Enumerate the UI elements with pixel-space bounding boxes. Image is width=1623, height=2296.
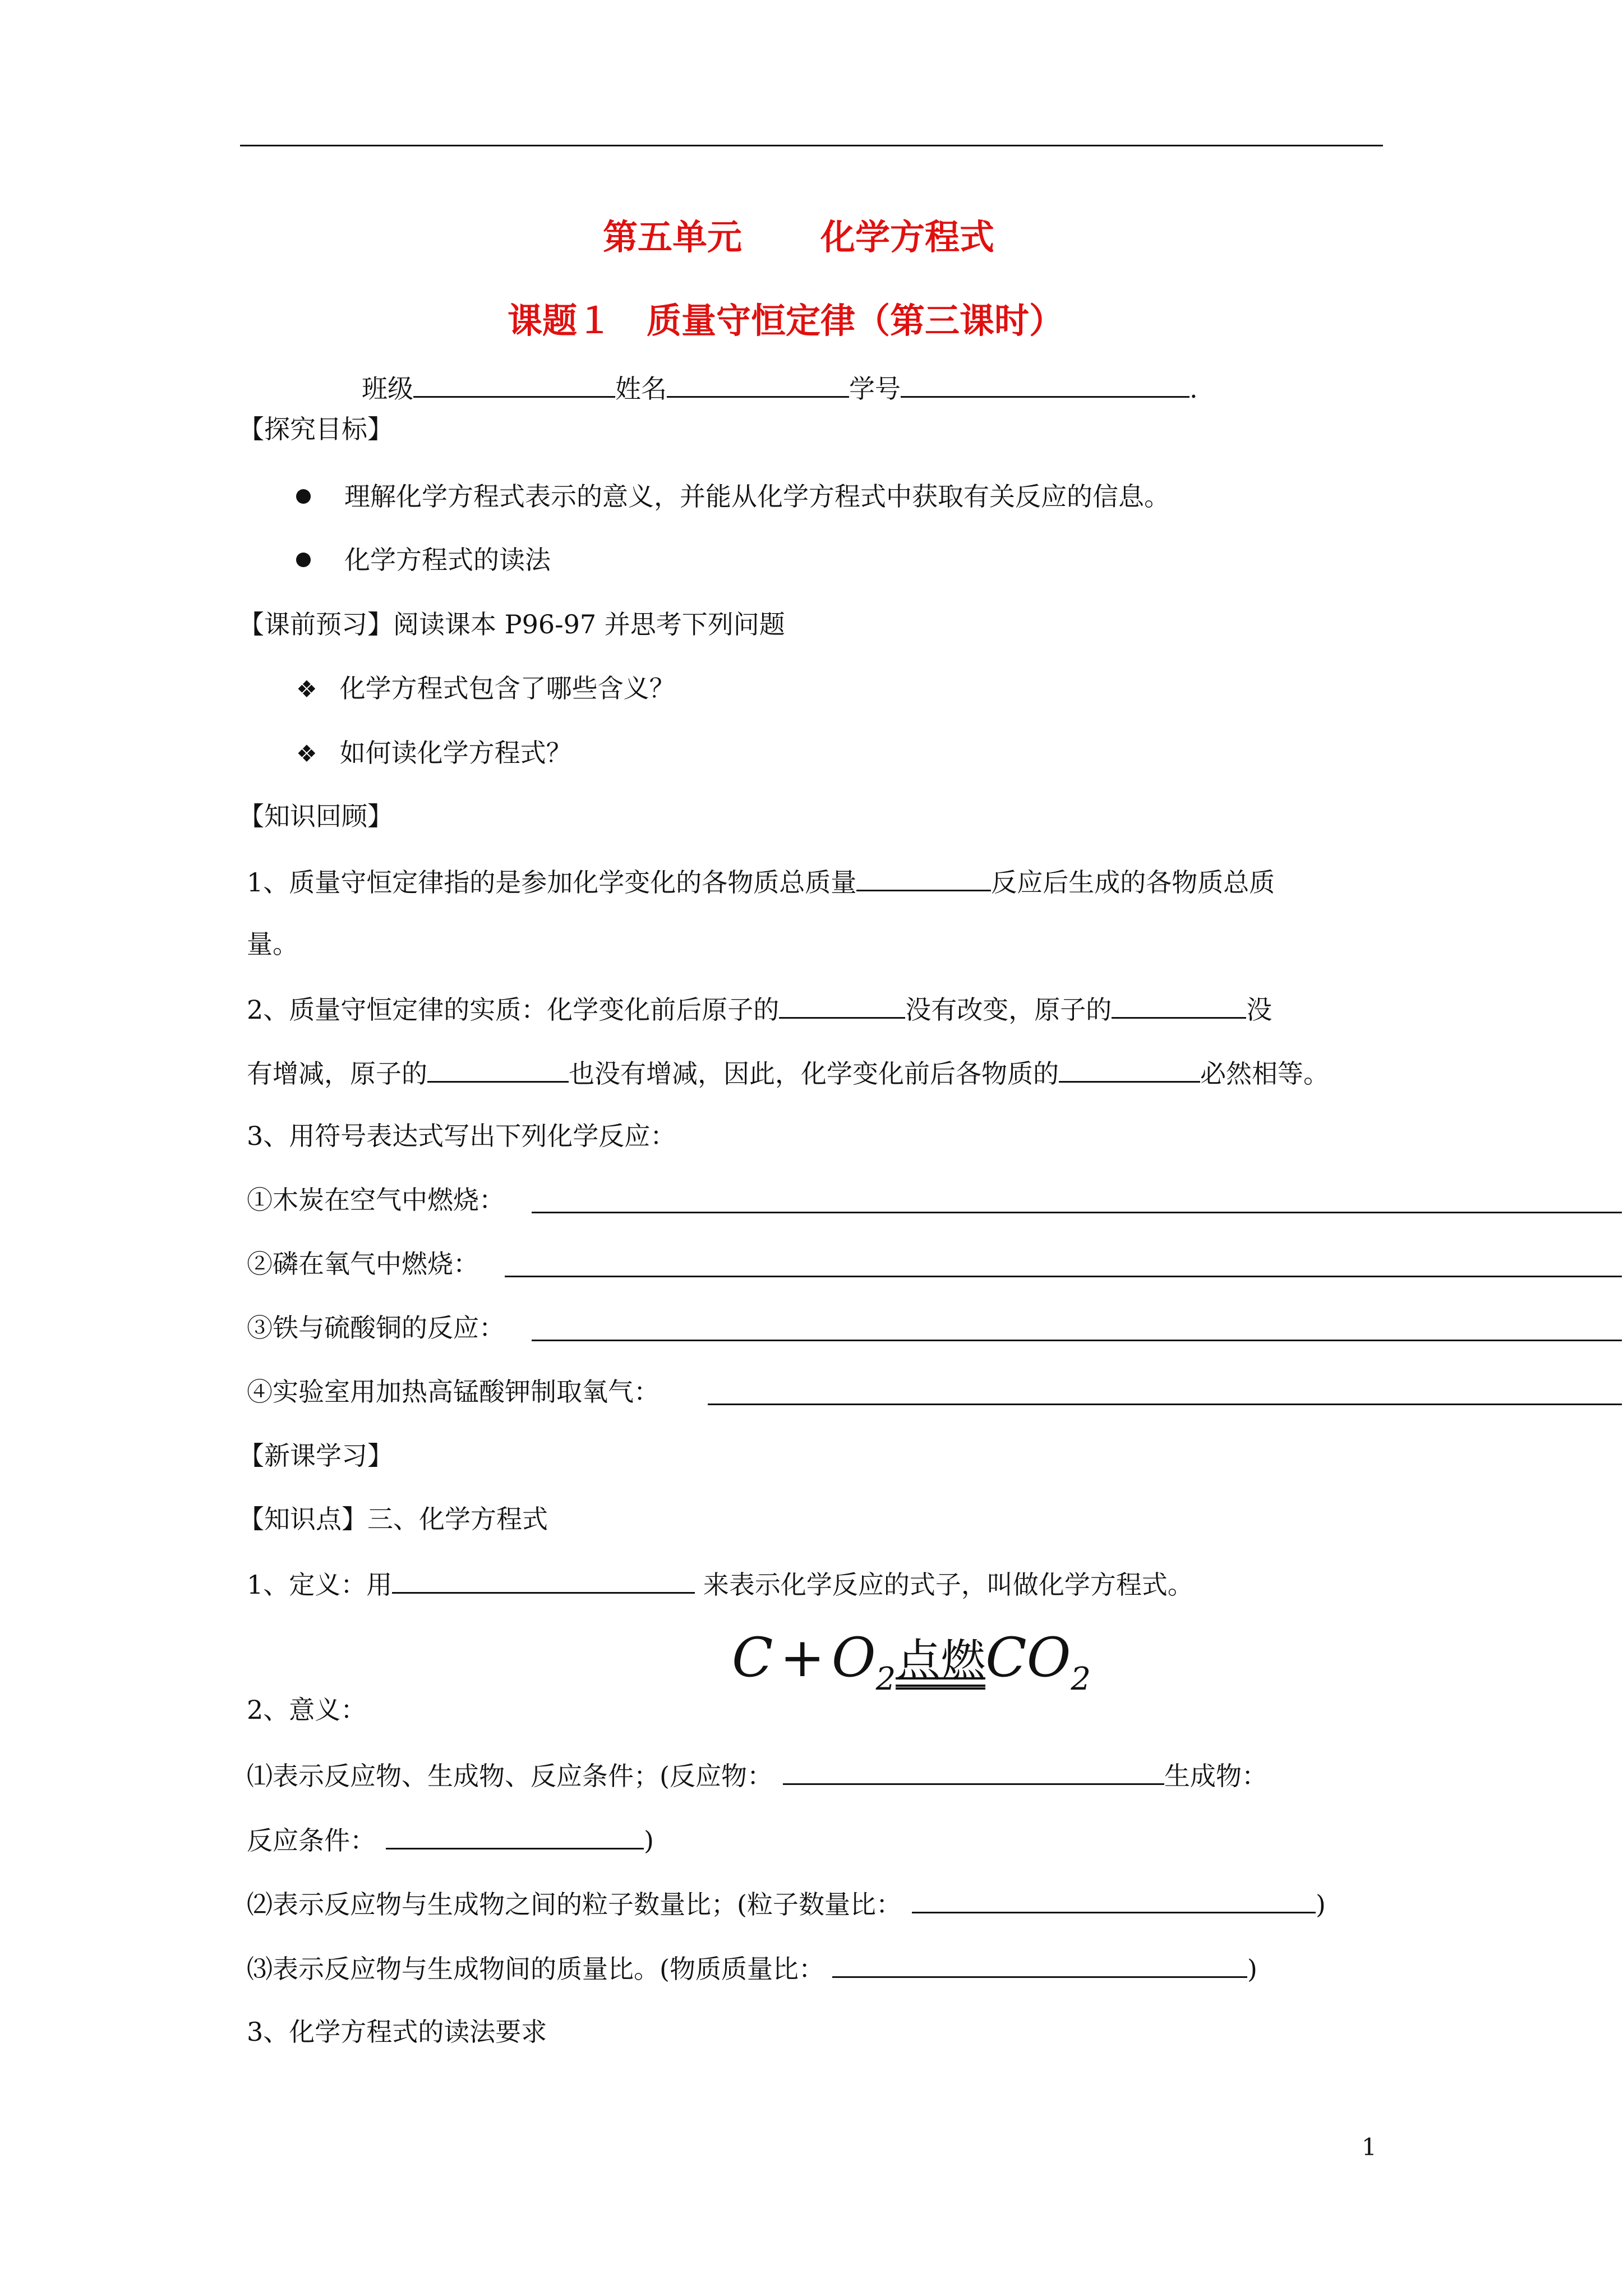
objective-item: 理解化学方程式表示的意义，并能从化学方程式中获取有关反应的信息。 (296, 480, 1170, 513)
name-blank[interactable] (667, 370, 849, 398)
name-label: 姓名 (615, 374, 667, 404)
number-label: 学号 (849, 374, 901, 404)
definition: 1、定义：用 来表示化学反应的式子，叫做化学方程式。 (247, 1566, 1193, 1602)
page-number: 1 (1362, 2133, 1377, 2161)
reaction-label: ③铁与硫酸铜的反应： (247, 1313, 505, 1343)
review-q1: 1、质量守恒定律指的是参加化学变化的各物质总质量 反应后生成的各物质总质 (247, 864, 1275, 899)
q2-blank-3[interactable] (427, 1055, 569, 1083)
page-subtitle: 课题１ 质量守恒定律（第三课时） (508, 300, 1064, 341)
q1-blank[interactable] (856, 864, 991, 891)
review-q2: 2、质量守恒定律的实质：化学变化前后原子的 没有改变，原子的 没 (247, 991, 1272, 1027)
definition-blank[interactable] (392, 1566, 695, 1594)
preview-heading: 【课前预习】阅读课本 P96-97 并思考下列问题 (238, 609, 785, 639)
review-q1-cont: 量。 (247, 929, 298, 959)
reaction-answer-line[interactable] (532, 1340, 1622, 1341)
meaning-3: ⑶表示反应物与生成物间的质量比。(物质质量比： ) (247, 1950, 1257, 1986)
class-blank[interactable] (413, 370, 615, 398)
student-info: 班级 姓名 学号 . (362, 370, 1198, 406)
preview-item: ❖ 如何读化学方程式？ (296, 736, 572, 771)
title-topic: 化学方程式 (820, 217, 995, 257)
knowledge-point: 【知识点】三、化学方程式 (238, 1504, 548, 1534)
reactant-blank[interactable] (783, 1757, 1164, 1785)
reading-heading: 3、化学方程式的读法要求 (247, 2017, 547, 2047)
q2-blank-2[interactable] (1112, 991, 1246, 1019)
bullet-icon (296, 489, 311, 504)
q2-blank-4[interactable] (1059, 1055, 1200, 1083)
condition-blank[interactable] (386, 1822, 644, 1849)
meaning-1-cont: 反应条件： ) (247, 1822, 654, 1857)
diamond-bullet-icon: ❖ (296, 675, 317, 703)
bullet-icon (296, 553, 311, 567)
preview-item: ❖ 化学方程式包含了哪些含义？ (296, 671, 675, 706)
class-label: 班级 (362, 374, 413, 404)
mass-ratio-blank[interactable] (832, 1950, 1247, 1978)
reaction-label: ④实验室用加热高锰酸钾制取氧气： (247, 1377, 660, 1407)
review-heading: 【知识回顾】 (238, 801, 393, 831)
q2-blank-1[interactable] (779, 991, 905, 1019)
review-q2-cont: 有增减，原子的 也没有增减，因此，化学变化前后各物质的 必然相等。 (247, 1055, 1329, 1091)
reaction-answer-line[interactable] (505, 1276, 1622, 1277)
meaning-heading: 2、意义： (247, 1695, 367, 1725)
reaction-answer-line[interactable] (708, 1404, 1622, 1405)
objectives-heading: 【探究目标】 (238, 414, 393, 444)
review-q3: 3、用符号表达式写出下列化学反应： (247, 1121, 676, 1151)
reaction-condition: 点燃 (896, 1630, 985, 1692)
meaning-1: ⑴表示反应物、生成物、反应条件；(反应物： 生成物： (247, 1757, 1267, 1793)
chemical-equation: $C + O_2$点燃 $CO_2$ (732, 1626, 1091, 1697)
page-title (603, 215, 994, 260)
diamond-bullet-icon: ❖ (296, 740, 317, 767)
objective-item: 化学方程式的读法 (296, 543, 551, 577)
header-rule (240, 145, 1383, 146)
reaction-answer-line[interactable] (532, 1212, 1622, 1213)
meaning-2: ⑵表示反应物与生成物之间的粒子数量比；(粒子数量比： ) (247, 1886, 1326, 1921)
title-unit: 第五单元 (603, 217, 743, 257)
particle-ratio-blank[interactable] (912, 1886, 1316, 1913)
reaction-label: ②磷在氧气中燃烧： (247, 1249, 479, 1279)
new-lesson-heading: 【新课学习】 (238, 1441, 393, 1471)
reaction-label: ①木炭在空气中燃烧： (247, 1185, 505, 1215)
number-blank[interactable] (901, 370, 1189, 398)
